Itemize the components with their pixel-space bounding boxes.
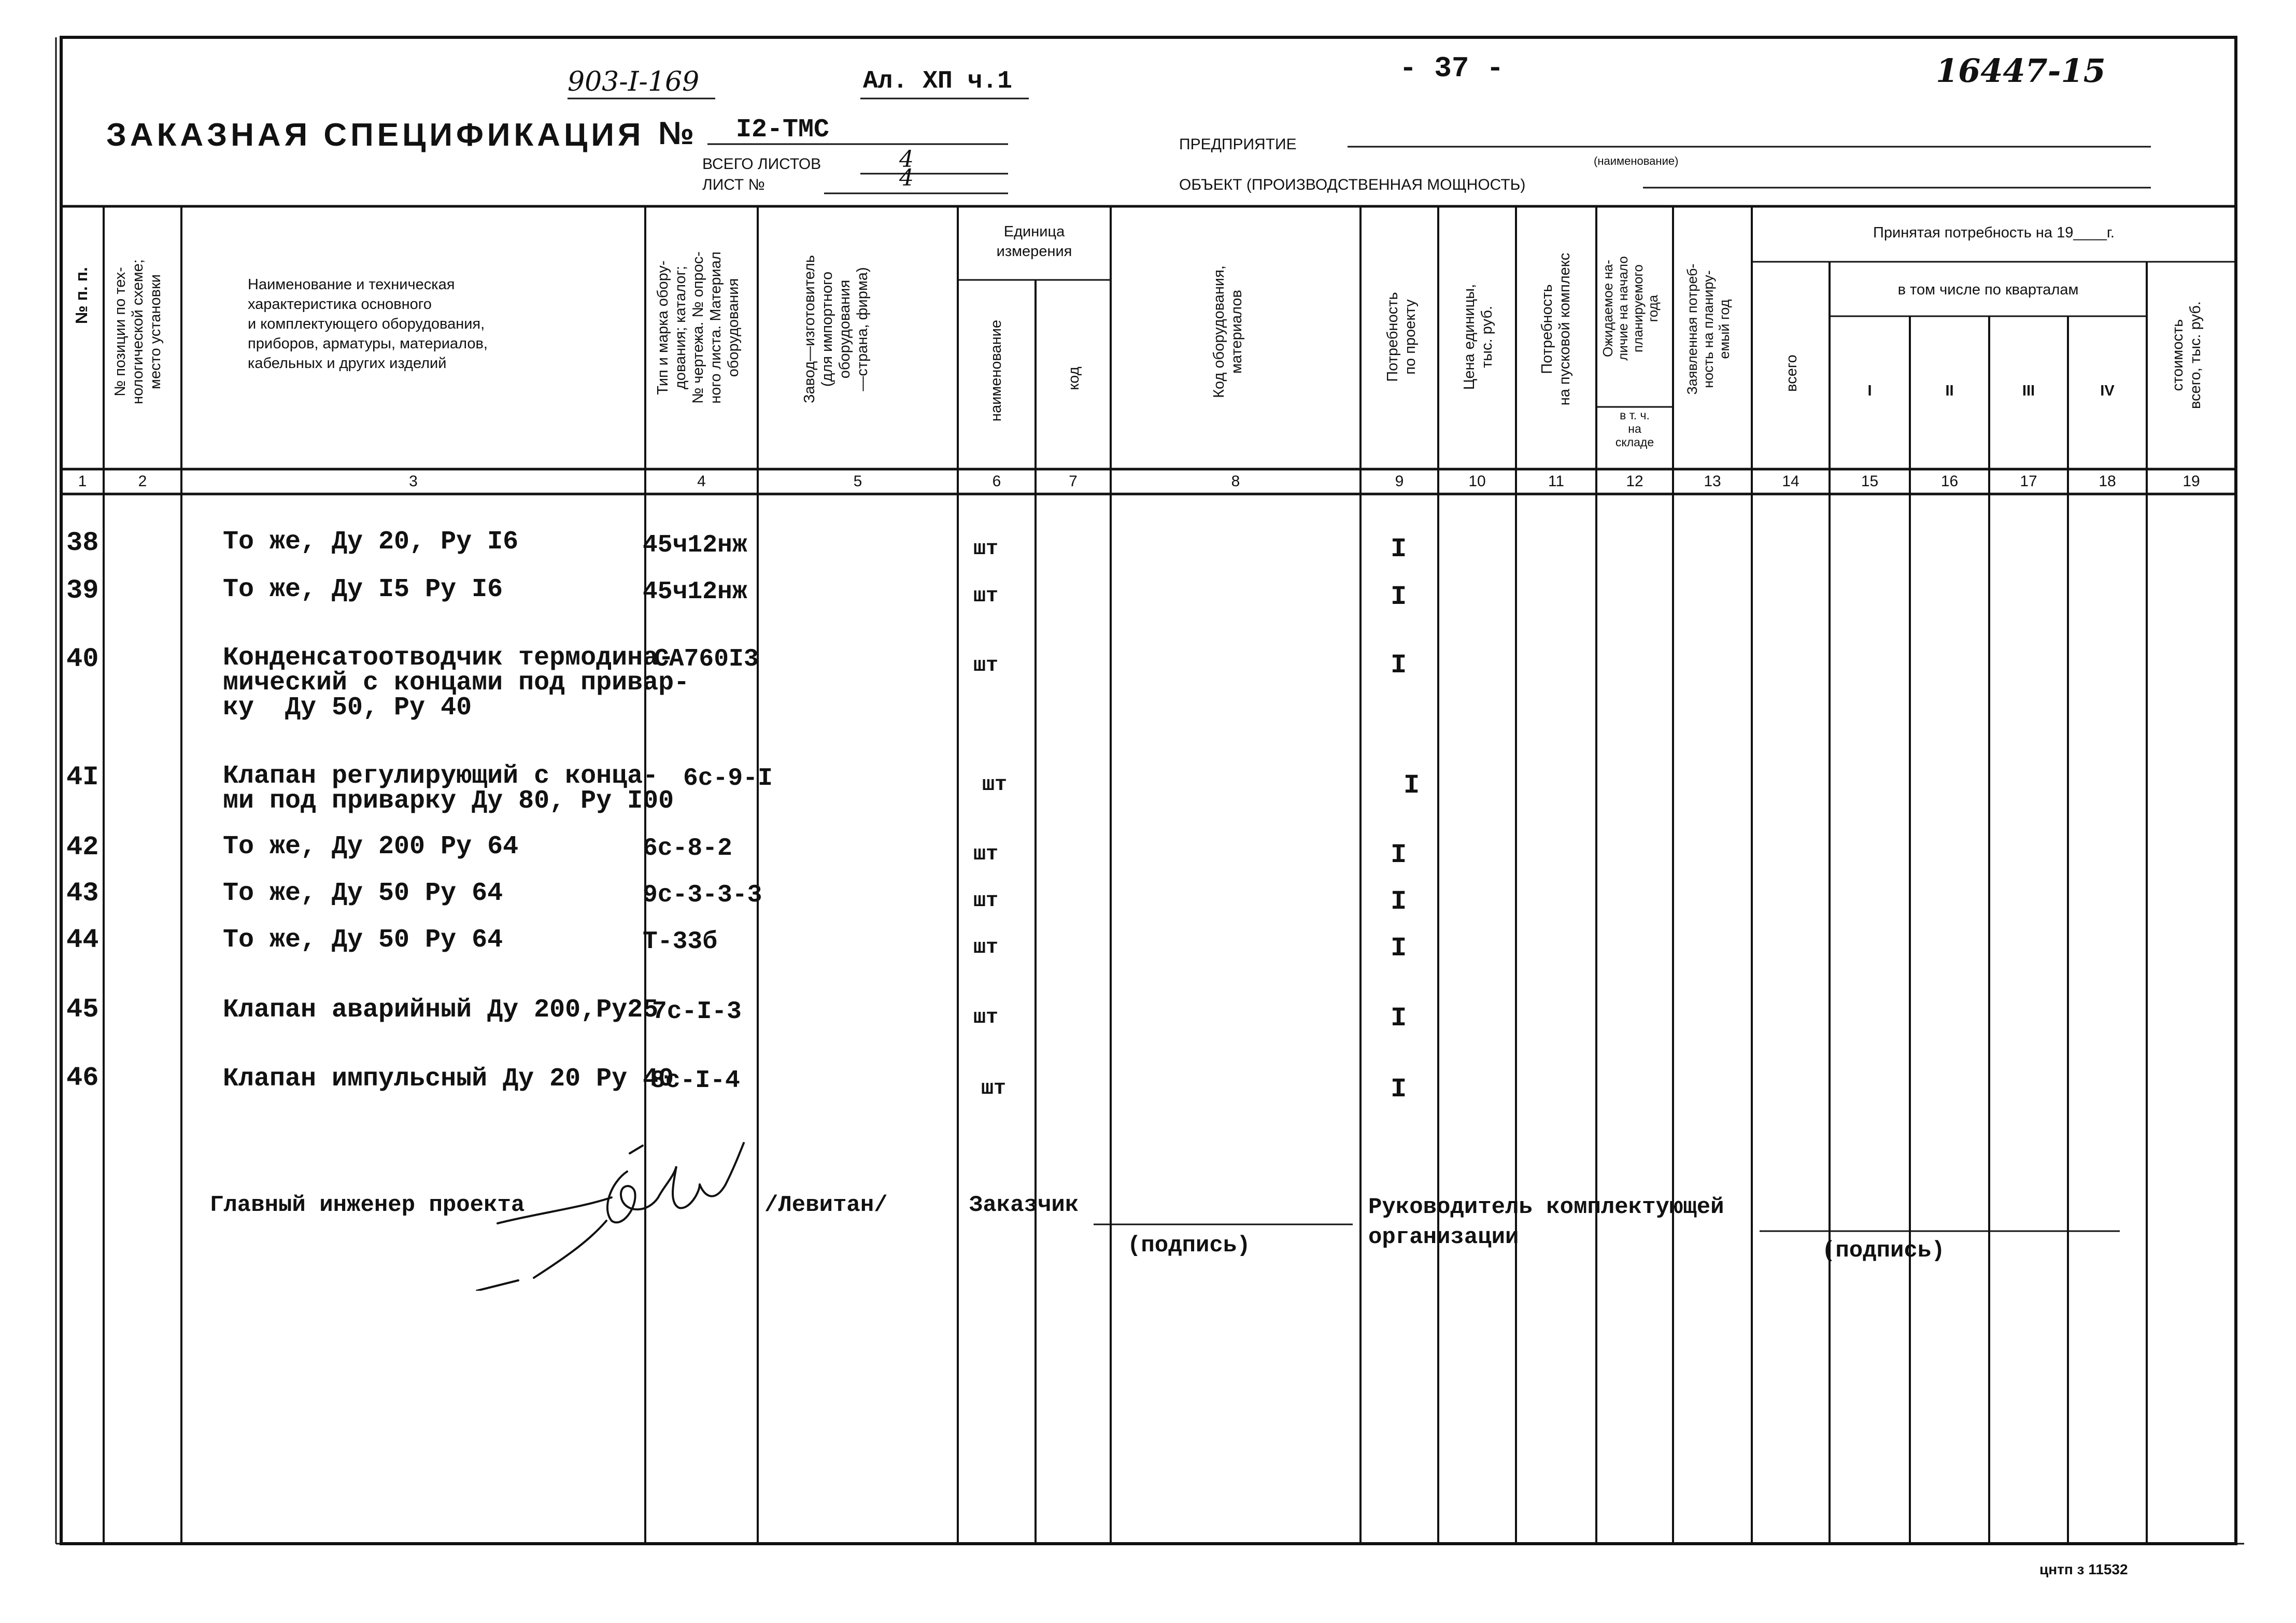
header-q4: IV xyxy=(2100,383,2115,399)
row-type: 6с-9-I xyxy=(683,765,773,793)
row-description: Клапан регулирующий с конца- ми под приварку Ду 80, Ру I00 xyxy=(223,761,674,816)
row-quantity: I xyxy=(1391,650,1407,681)
header-manufacturer: Завод—изготовитель (для импортного оборудования —страна, фирма) xyxy=(801,255,871,403)
row-type: Т-33б xyxy=(643,928,718,956)
header-in-stock: в т. ч. на складе xyxy=(1615,408,1654,449)
row-number: 42 xyxy=(66,832,99,863)
header-accepted-need: Принятая потребность на 19____г. xyxy=(1873,224,2115,241)
doc-number xyxy=(568,66,699,97)
row-quantity: I xyxy=(1391,582,1407,612)
customer-signature-hint: (подпись) xyxy=(1127,1233,1251,1259)
row-type: 45ч12нж xyxy=(643,531,747,559)
print-mark: цнтп з 11532 xyxy=(2039,1561,2128,1577)
chief-engineer-label: Главный инженер проекта xyxy=(210,1192,525,1218)
doc-number-suffix: 169 xyxy=(647,66,700,97)
engineer-name: /Левитан/ xyxy=(764,1192,888,1218)
column-number: 15 xyxy=(1861,473,1879,490)
row-type: 7с-I-3 xyxy=(652,998,742,1026)
header-project-need: Потребность по проекту xyxy=(1384,292,1419,382)
header-q3: III xyxy=(2022,383,2035,399)
enterprise-label: ПРЕДПРИЯТИЕ xyxy=(1179,136,1297,153)
row-unit: шт xyxy=(973,1006,999,1029)
handwritten-signature xyxy=(456,1135,767,1291)
row-quantity: I xyxy=(1391,933,1407,964)
total-sheets-label: ВСЕГО ЛИСТОВ xyxy=(702,156,821,173)
row-description: То же, Ду 20, Ру I6 xyxy=(223,527,519,557)
header-unit-name: наименование xyxy=(988,319,1004,422)
column-number: 5 xyxy=(853,473,862,490)
page-number: - 37 - xyxy=(1399,52,1504,85)
column-number: 19 xyxy=(2182,473,2200,490)
name-hint: (наименование) xyxy=(1594,154,1679,167)
doc-number-prefix: 903-I- xyxy=(568,66,648,97)
archive-number: 16447-15 xyxy=(1936,52,2106,90)
row-number: 40 xyxy=(66,644,99,674)
object-label: ОБЪЕКТ (ПРОИЗВОДСТВЕННАЯ МОЩНОСТЬ) xyxy=(1179,176,1526,193)
row-number: 43 xyxy=(66,878,99,909)
column-number: 10 xyxy=(1468,473,1486,490)
row-unit: шт xyxy=(973,585,999,608)
row-unit: шт xyxy=(981,1077,1007,1100)
row-description: Клапан аварийный Ду 200,Ру25 xyxy=(223,995,659,1025)
header-q2: II xyxy=(1945,383,1954,399)
header-unit-group: Единица измерения xyxy=(996,223,1072,260)
row-quantity: I xyxy=(1391,886,1407,917)
header-quarters: в том числе по кварталам xyxy=(1897,281,2079,298)
head-org-signature-hint: (подпись) xyxy=(1822,1238,1945,1264)
row-number: 39 xyxy=(66,575,99,606)
header-requested-need: Заявленная потреб- ность на планиру- емый год xyxy=(1684,263,1732,395)
column-number: 13 xyxy=(1704,473,1721,490)
column-number: 14 xyxy=(1782,473,1799,490)
column-number: 6 xyxy=(992,473,1001,490)
row-type: CA760I3 xyxy=(654,645,759,673)
header-row-number: № п. п. xyxy=(72,267,91,324)
row-unit: шт xyxy=(982,773,1008,797)
column-number: 9 xyxy=(1395,473,1404,490)
row-number: 45 xyxy=(66,994,99,1025)
column-number: 1 xyxy=(78,473,87,490)
row-description: То же, Ду I5 Ру I6 xyxy=(223,575,503,604)
column-number: 3 xyxy=(409,473,418,490)
header-total: всего xyxy=(1783,355,1800,392)
header-unit-code: код xyxy=(1066,366,1082,390)
row-quantity: I xyxy=(1391,1074,1407,1105)
header-type: Тип и марка обору- дования; каталог; № чертежа. № опрос- ного листа. Материал оборудования xyxy=(655,251,742,404)
row-unit: шт xyxy=(973,538,999,561)
row-description: Клапан импульсный Ду 20 Ру 40 xyxy=(223,1064,674,1094)
row-type: 8с-I-4 xyxy=(650,1067,740,1095)
column-number: 18 xyxy=(2099,473,2116,490)
header-startup-need: Потребность на пусковой комплекс xyxy=(1539,252,1573,406)
header-unit-price: Цена единицы, тыс. руб. xyxy=(1461,284,1495,390)
row-quantity: I xyxy=(1391,1003,1407,1034)
sheet-no-value: 4 xyxy=(899,165,914,191)
row-unit: шт xyxy=(973,654,999,678)
header-cost: стоимость всего, тыс. руб. xyxy=(2170,301,2204,409)
row-type: 45ч12нж xyxy=(643,578,747,606)
header-position: № позиции по тех- нологической схеме; место установки xyxy=(112,259,164,404)
album-ref: Ал. ХП ч.1 xyxy=(863,67,1013,95)
head-org-label: Руководитель комплектующей организации xyxy=(1368,1194,1724,1250)
row-number: 38 xyxy=(66,528,99,558)
spec-no-label: № xyxy=(658,116,695,151)
row-quantity: I xyxy=(1391,840,1407,870)
row-quantity: I xyxy=(1404,770,1420,801)
row-number: 4I xyxy=(66,762,99,793)
row-quantity: I xyxy=(1391,534,1407,564)
header-description: Наименование и техническая характеристика основного и комплектующего оборудования, приборов, арматуры, материалов, кабельных и других изделий xyxy=(248,276,488,372)
spec-heading: ЗАКАЗНАЯ СПЕЦИФИКАЦИЯ xyxy=(106,117,645,153)
column-number: 17 xyxy=(2020,473,2037,490)
row-description: То же, Ду 50 Ру 64 xyxy=(223,879,503,908)
header-expected-stock: Ожидаемое на- личие на начало планируемого года xyxy=(1600,256,1661,361)
row-number: 46 xyxy=(66,1063,99,1093)
column-number: 2 xyxy=(138,473,147,490)
column-number: 12 xyxy=(1626,473,1643,490)
sheet-no-label: ЛИСТ № xyxy=(702,176,765,193)
row-description: То же, Ду 200 Ру 64 xyxy=(223,832,519,862)
customer-label: Заказчик xyxy=(969,1192,1079,1218)
row-unit: шт xyxy=(973,890,999,913)
row-unit: шт xyxy=(973,843,999,866)
column-number: 8 xyxy=(1231,473,1240,490)
total-sheets-value: 4 xyxy=(899,146,914,173)
column-number: 11 xyxy=(1548,473,1565,490)
column-number: 16 xyxy=(1940,473,1959,490)
row-number: 44 xyxy=(66,925,99,955)
column-number: 7 xyxy=(1069,473,1078,490)
row-unit: шт xyxy=(973,936,999,959)
header-q1: I xyxy=(1867,383,1872,399)
row-description: То же, Ду 50 Ру 64 xyxy=(223,925,503,955)
column-number: 4 xyxy=(697,473,706,490)
row-type: 6с-8-2 xyxy=(643,835,732,863)
row-description: Конденсатоотводчик термодина- мический с концами под привар- ку Ду 50, Ру 40 xyxy=(223,643,690,723)
header-equipment-code: Код оборудования, материалов xyxy=(1211,265,1245,398)
spec-no-value: I2-ТМС xyxy=(736,115,830,145)
row-type: 9с-3-3-3 xyxy=(643,881,762,909)
